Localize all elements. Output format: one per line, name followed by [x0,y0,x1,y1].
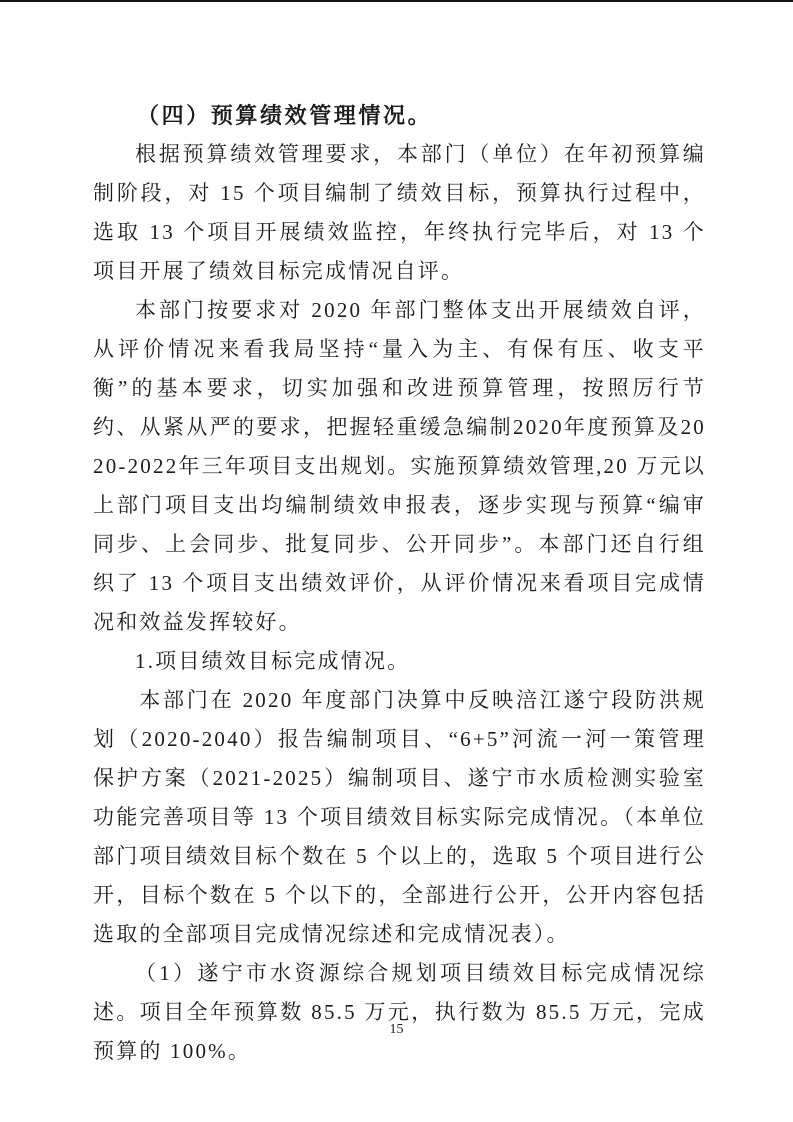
page-top-border [0,0,793,2]
paragraph-performance-targets: 根据预算绩效管理要求，本部门（单位）在年初预算编制阶段，对 15 个项目编制了绩效目标，预算执行过程中，选取 13 个项目开展绩效监控，年终执行完毕后，对 13 个项目开展了绩效目标完成情况自评。 [93,142,706,283]
document-body [93,96,706,1071]
paragraph-project-1-summary: （1）遂宁市水资源综合规划项目绩效目标完成情况综述。项目全年预算数 85.5 万元，执行数为 85.5 万元，完成预算的 100%。 [93,961,706,1063]
page-number: 15 [389,1022,404,1037]
paragraph-self-evaluation: 本部门按要求对 2020 年部门整体支出开展绩效自评，从评价情况来看我局坚持“量入为主、有保有压、收支平衡”的基本要求，切实加强和改进预算管理，按照厉行节约、从紧从严的要求，把握轻重缓急编制2020年度预算及2020-2022年三年项目支出规划。实施预算绩效管理,20 万元以上部门项目支出均编制绩效申报表，逐步实现与预算“编审同步、上会同步、批复同步、公开同步”。本部门还自行组织了 13 个项目支出绩效评价，从评价情况来看项目完成情况和效益发挥较好。 [93,298,706,634]
section-heading: （四）预算绩效管理情况。 [137,103,433,128]
subsection-heading: 1.项目绩效目标完成情况。 [135,649,411,673]
paragraph-project-completion: 本部门在 2020 年度部门决算中反映涪江遂宁段防洪规划（2020-2040）报告编制项目、“6+5”河流一河一策管理保护方案（2021-2025）编制项目、遂宁市水质检测实验室功能完善项目等 13 个项目绩效目标实际完成情况。（本单位部门项目绩效目标个数在 5 个以上的，选取 5 个项目进行公开，目标个数在 5 个以下的，全部进行公开，公开内容包括选取的全部项目完成情况综述和完成情况表）。 [93,688,706,946]
